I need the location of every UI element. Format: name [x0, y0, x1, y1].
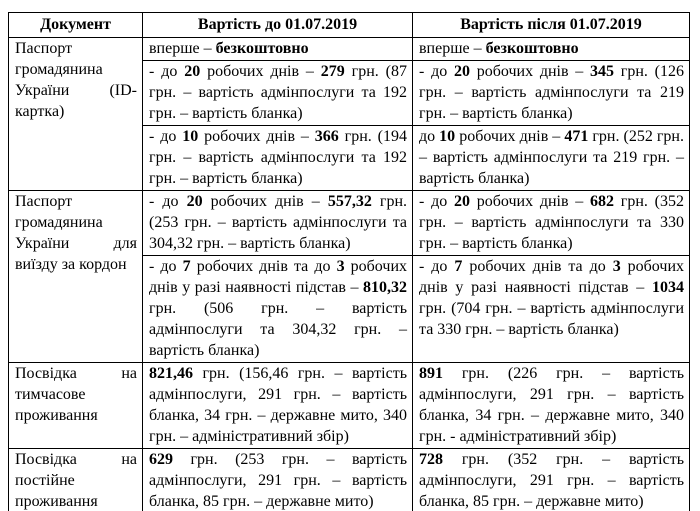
col-header-cost-before: Вартість до 01.07.2019 [143, 13, 413, 38]
cost-before-cell: - до 20 робочих днів – 279 грн. (87 грн. – вартість адмінпослуги та 192 грн. – вартість бланка) [143, 61, 413, 126]
cost-after-cell: - до 20 робочих днів – 682 грн. (352 грн. – вартість адмінпослуги та 330 грн. – вартість бланка) [413, 191, 690, 256]
cost-before-cell: вперше – безкоштовно [143, 38, 413, 61]
passport-cost-table [8, 12, 690, 511]
cost-after-cell: - до 7 робочих днів та до 3 робочих днів у разі наявності підстав – 1034 грн. (704 грн. – вартість адмінпослуги та 330 грн. – вартість бланка) [413, 256, 690, 363]
cost-before-cell: 821,46 грн. (156,46 грн. – вартість адмінпослуги, 291 грн. – вартість бланка, 34 грн. – державне мито, 340 грн. – адміністративний збір) [143, 363, 413, 449]
cost-after-cell: 728 грн. (352 грн. – вартість адмінпослуги, 291 грн. – вартість бланка, 85 грн. – державне мито) [413, 449, 690, 511]
col-header-cost-after: Вартість після 01.07.2019 [413, 13, 690, 38]
table-row [9, 363, 690, 449]
header-row [9, 13, 690, 38]
cost-before-cell: 629 грн. (253 грн. – вартість адмінпослуги, 291 грн. – вартість бланка, 85 грн. – державне мито) [143, 449, 413, 511]
col-header-document: Документ [9, 13, 143, 38]
table-row [9, 38, 690, 61]
cost-after-cell: - до 20 робочих днів – 345 грн. (126 грн. – вартість адмінпослуги та 219 грн. – вартість бланка) [413, 61, 690, 126]
cost-before-cell: - до 20 робочих днів – 557,32 грн. (253 грн. – вартість адмінпослуги та 304,32 грн. – вартість бланка) [143, 191, 413, 256]
document-cell-permanent-residence: Посвідка на постійне проживання [9, 449, 143, 511]
cost-before-cell: - до 7 робочих днів та до 3 робочих днів у разі наявності підстав – 810,32 грн. (506 грн. – вартість адмінпослуги та 304,32 грн. – вартість бланка) [143, 256, 413, 363]
cost-before-cell: - до 10 робочих днів – 366 грн. (194 грн. – вартість адмінпослуги та 192 грн. – вартість бланка) [143, 126, 413, 191]
document-cell-id-card: Паспорт громадянина України (ID-картка) [9, 38, 143, 191]
table-row [9, 449, 690, 511]
cost-after-cell: до 10 робочих днів – 471 грн. (252 грн. – вартість адмінпослуги та 219 грн. – вартість бланка) [413, 126, 690, 191]
cost-after-cell: 891 грн. (226 грн. – вартість адмінпослуги, 291 грн. – вартість бланка, 34 грн. – державне мито, 340 грн. - адміністративний збір) [413, 363, 690, 449]
document-cell-temporary-residence: Посвідка на тимчасове проживання [9, 363, 143, 449]
document-cell-travel-passport: Паспорт громадянина України для виїзду за кордон [9, 191, 143, 363]
cost-after-cell: вперше – безкоштовно [413, 38, 690, 61]
table-row [9, 191, 690, 256]
